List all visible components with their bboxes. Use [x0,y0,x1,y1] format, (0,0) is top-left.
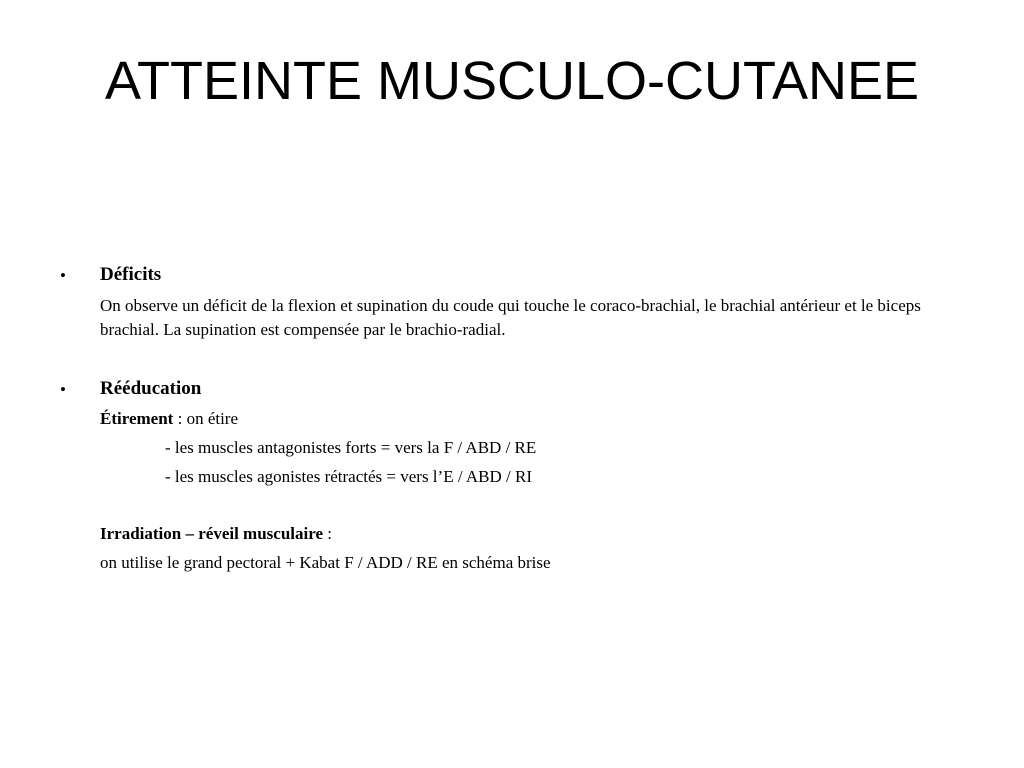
reeducation-heading: Rééducation [100,378,202,399]
irradiation-suffix: : [323,524,333,543]
etirement-label: Étirement [100,409,174,428]
etirement-text: : on étire [173,409,239,428]
irradiation-text: on utilise le grand pectoral + Kabat F / ADD / RE en schéma brise [100,553,551,572]
etirement-item-agonistes: - les muscles agonistes rétractés = vers l’E / ABD / RI [165,467,532,486]
etirement-line [100,407,238,431]
irradiation-label: Irradiation – réveil musculaire [100,524,324,543]
deficits-heading: Déficits [100,264,162,285]
bullet-deficits: • [60,266,66,285]
deficits-text: On observe un déficit de la flexion et supination du coude qui touche le coraco-brachial, le brachial antérieur et le biceps brachial. La supination est compensée par le brachio-radial. [100,296,921,339]
etirement-item-antagonistes: - les muscles antagonistes forts = vers la F / ABD / RE [165,438,537,457]
slide-title: ATTEINTE MUSCULO-CUTANEE [104,51,920,111]
bullet-reeducation: • [60,380,66,399]
irradiation-line [100,522,332,546]
